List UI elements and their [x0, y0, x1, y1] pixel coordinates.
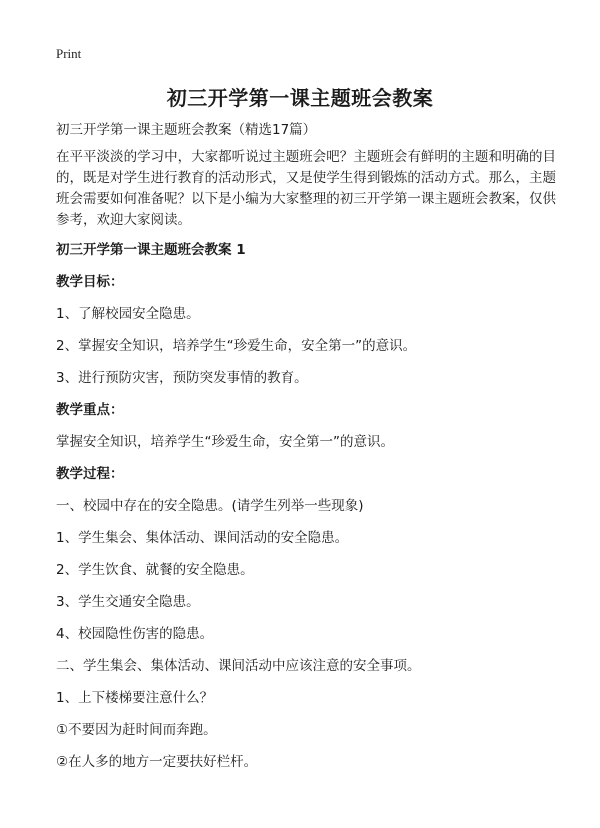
- process-item: ①不要因为赶时间而奔跑。: [56, 722, 217, 738]
- goal-item: 3、进行预防灾害，预防突发事情的教育。: [56, 370, 308, 386]
- document-subtitle: 初三开学第一课主题班会教案（精选17篇）: [56, 122, 317, 138]
- process-item: 一、校园中存在的安全隐患。(请学生列举一些现象): [56, 498, 364, 514]
- process-item: 2、学生饮食、就餐的安全隐患。: [56, 562, 254, 578]
- focus-heading: 教学重点：: [56, 402, 124, 418]
- process-heading: 教学过程：: [56, 466, 124, 482]
- document-body: [56, 120, 556, 784]
- process-item: 1、学生集会、集体活动、课间活动的安全隐患。: [56, 530, 349, 546]
- process-item: 3、学生交通安全隐患。: [56, 594, 200, 610]
- print-link[interactable]: Print: [56, 46, 82, 61]
- goal-item: 1、了解校园安全隐患。: [56, 306, 200, 322]
- section-title: 初三开学第一课主题班会教案 1: [56, 242, 246, 258]
- process-item: ②在人多的地方一定要扶好栏杆。: [56, 754, 258, 770]
- process-item: 4、校园隐性伤害的隐患。: [56, 626, 214, 642]
- process-item: 二、学生集会、集体活动、课间活动中应该注意的安全事项。: [56, 658, 421, 674]
- goals-heading: 教学目标：: [56, 274, 124, 290]
- process-item: 1、上下楼梯要注意什么？: [56, 690, 214, 706]
- goal-item: 2、掌握安全知识，培养学生“珍爱生命，安全第一”的意识。: [56, 338, 417, 354]
- document-title: 初三开学第一课主题班会教案: [166, 86, 434, 110]
- intro-paragraph: 在平平淡淡的学习中，大家都听说过主题班会吧？主题班会有鲜明的主题和明确的目的，既是对学生进行教育的活动形式，又是使学生得到锻炼的活动方式。那么，主题班会需要如何准备呢？以下是小编为大家整理的初三开学第一课主题班会教案，仅供参考，欢迎大家阅读。: [56, 149, 556, 228]
- focus-text: 掌握安全知识，培养学生“珍爱生命，安全第一”的意识。: [56, 434, 394, 450]
